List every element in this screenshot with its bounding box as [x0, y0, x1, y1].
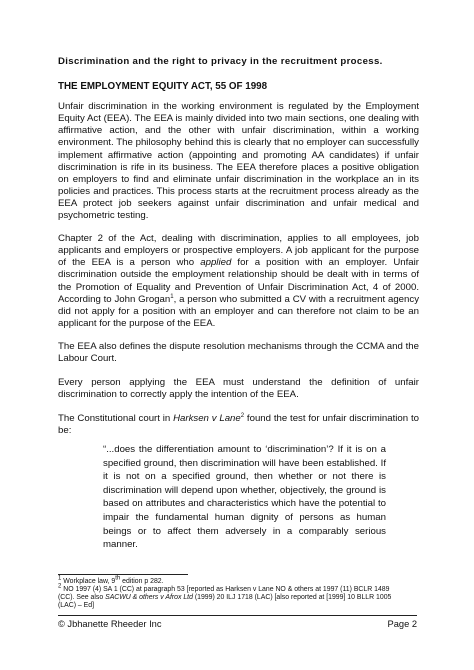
footer-page-number: Page 2 — [387, 619, 417, 629]
footnote-1 — [58, 575, 418, 586]
quote-line: it is not on a specified ground, then whether or not there is — [103, 471, 386, 483]
text-line: be: — [58, 425, 72, 437]
text-span: found the test for unfair discrimination to — [244, 413, 419, 424]
paragraph-eea-intro — [58, 101, 419, 222]
text-span: , a person who submitted a CV with a recruitment agency — [173, 293, 420, 305]
italic-term: applied — [200, 257, 232, 269]
text-line: EEA protect job seekers against unfair discrimination and unfair medical and — [58, 198, 419, 210]
quote-line: discrimination will depend upon whether, objectively, the ground is — [103, 484, 386, 496]
text-line: discrimination to correctly apply the intention of the EEA. — [58, 389, 299, 401]
text-line: discrimination is rife in its business. The EEA therefore places a positive obligation — [58, 161, 419, 173]
text-span: Workplace law, 9 — [61, 578, 116, 585]
text-line: Every person applying the EEA must understand the definition of unfair — [58, 377, 419, 388]
document-title: Discrimination and the right to privacy in the recruitment process. — [58, 56, 383, 67]
text-line — [58, 257, 419, 269]
section-heading: THE EMPLOYMENT EQUITY ACT, 55 OF 1998 — [58, 81, 268, 92]
text-line: Equity Act (EEA). The EEA is mainly divided into two main sections, one dealing with — [58, 113, 419, 125]
footer-divider — [58, 615, 417, 616]
footnote-line — [58, 575, 418, 586]
text-line: policies and practices. This process starts at the recruitment process already as the — [58, 185, 419, 197]
text-line: on employers to find and eliminate unfair discrimination in the workplace an in its — [58, 173, 419, 185]
text-line: affirmative action, and the other with unfair discrimination, within a working — [58, 125, 419, 137]
footnote-line — [58, 583, 418, 594]
footnote-divider — [58, 574, 188, 575]
text-span: edition p 282. — [120, 578, 164, 585]
footnote-ref: 2 — [240, 412, 245, 419]
text-line: applicants and employers or prospective employers. A job applicant for the purpose — [58, 245, 419, 257]
text-line: Unfair discrimination in the working environment is regulated by the Employment — [58, 101, 419, 112]
text-line: applicant for the purpose of the EEA. — [58, 317, 216, 329]
italic-case-name: SACWU & others v Afrox Ltd — [105, 594, 193, 602]
paragraph-chapter-2 — [58, 233, 419, 330]
block-quote — [103, 443, 386, 552]
paragraph-definition — [58, 377, 419, 401]
text-line: The EEA also defines the dispute resolution mechanisms through the CCMA and the — [58, 341, 419, 352]
quote-line: specified ground, then discrimination will have been established. If — [103, 457, 386, 469]
text-line: Labour Court. — [58, 353, 117, 365]
footnote-line — [58, 594, 418, 602]
footnote-line: (LAC) – Ed] — [58, 602, 94, 610]
text-span: for a position with an employer. Unfair — [231, 257, 419, 269]
quote-line: based on attributes and characteristics which have the potential to — [103, 498, 386, 510]
footnote-number: 2 — [58, 583, 62, 590]
text-span: The Constitutional court in — [58, 413, 174, 424]
text-span: of the EEA is a person who — [58, 257, 201, 269]
quote-line: manner. — [103, 539, 138, 551]
footer-copyright: © Jbhanette Rheeder Inc — [58, 619, 162, 629]
footnote-2 — [58, 583, 418, 610]
text-line: environment. The philosophy behind this is clearly that no employer can successfully — [58, 137, 419, 149]
text-line: Chapter 2 of the Act, dealing with discrimination, applies to all employees, job — [58, 233, 419, 244]
text-line: discrimination outside the employment relationship should be dealt with in terms of — [58, 269, 419, 281]
text-line: psychometric testing. — [58, 210, 149, 222]
footnote-ref: 1 — [170, 293, 174, 300]
italic-case-name: Harksen v Lane — [173, 413, 241, 424]
text-line: the Promotion of Equality and Prevention of Unfair Discrimination Act, 4 of 2000. — [58, 281, 419, 293]
paragraph-harksen — [58, 413, 419, 437]
text-span: NO 1997 (4) SA 1 (CC) at paragraph 53 [reported as Harksen v Lane NO & others at 1997 (11) BCLR 1489 — [61, 586, 390, 593]
quote-line: beings or to affect them adversely in a comparably serious — [103, 525, 386, 537]
paragraph-dispute-resolution — [58, 341, 419, 365]
superscript: th — [115, 575, 121, 582]
text-span: According to John Grogan — [58, 293, 171, 305]
text-span: (CC). See also — [58, 594, 106, 602]
quote-line: “...does the differentiation amount to ‘discrimination’? If it is on a — [103, 444, 386, 455]
footnote-number: 1 — [58, 575, 62, 582]
text-line — [58, 294, 419, 306]
text-line: implement affirmative action (appointing and promoting AA candidates) if unfair — [58, 149, 419, 161]
text-line: did not apply for a position with an employer and can therefore not claim to be an — [58, 305, 419, 317]
quote-line: impair the fundamental human dignity of persons as human — [103, 511, 386, 523]
text-line — [58, 413, 419, 425]
text-span: (1999) 20 ILJ 1718 (LAC) [also reported at [1999] 10 BLLR 1005 — [192, 594, 392, 602]
